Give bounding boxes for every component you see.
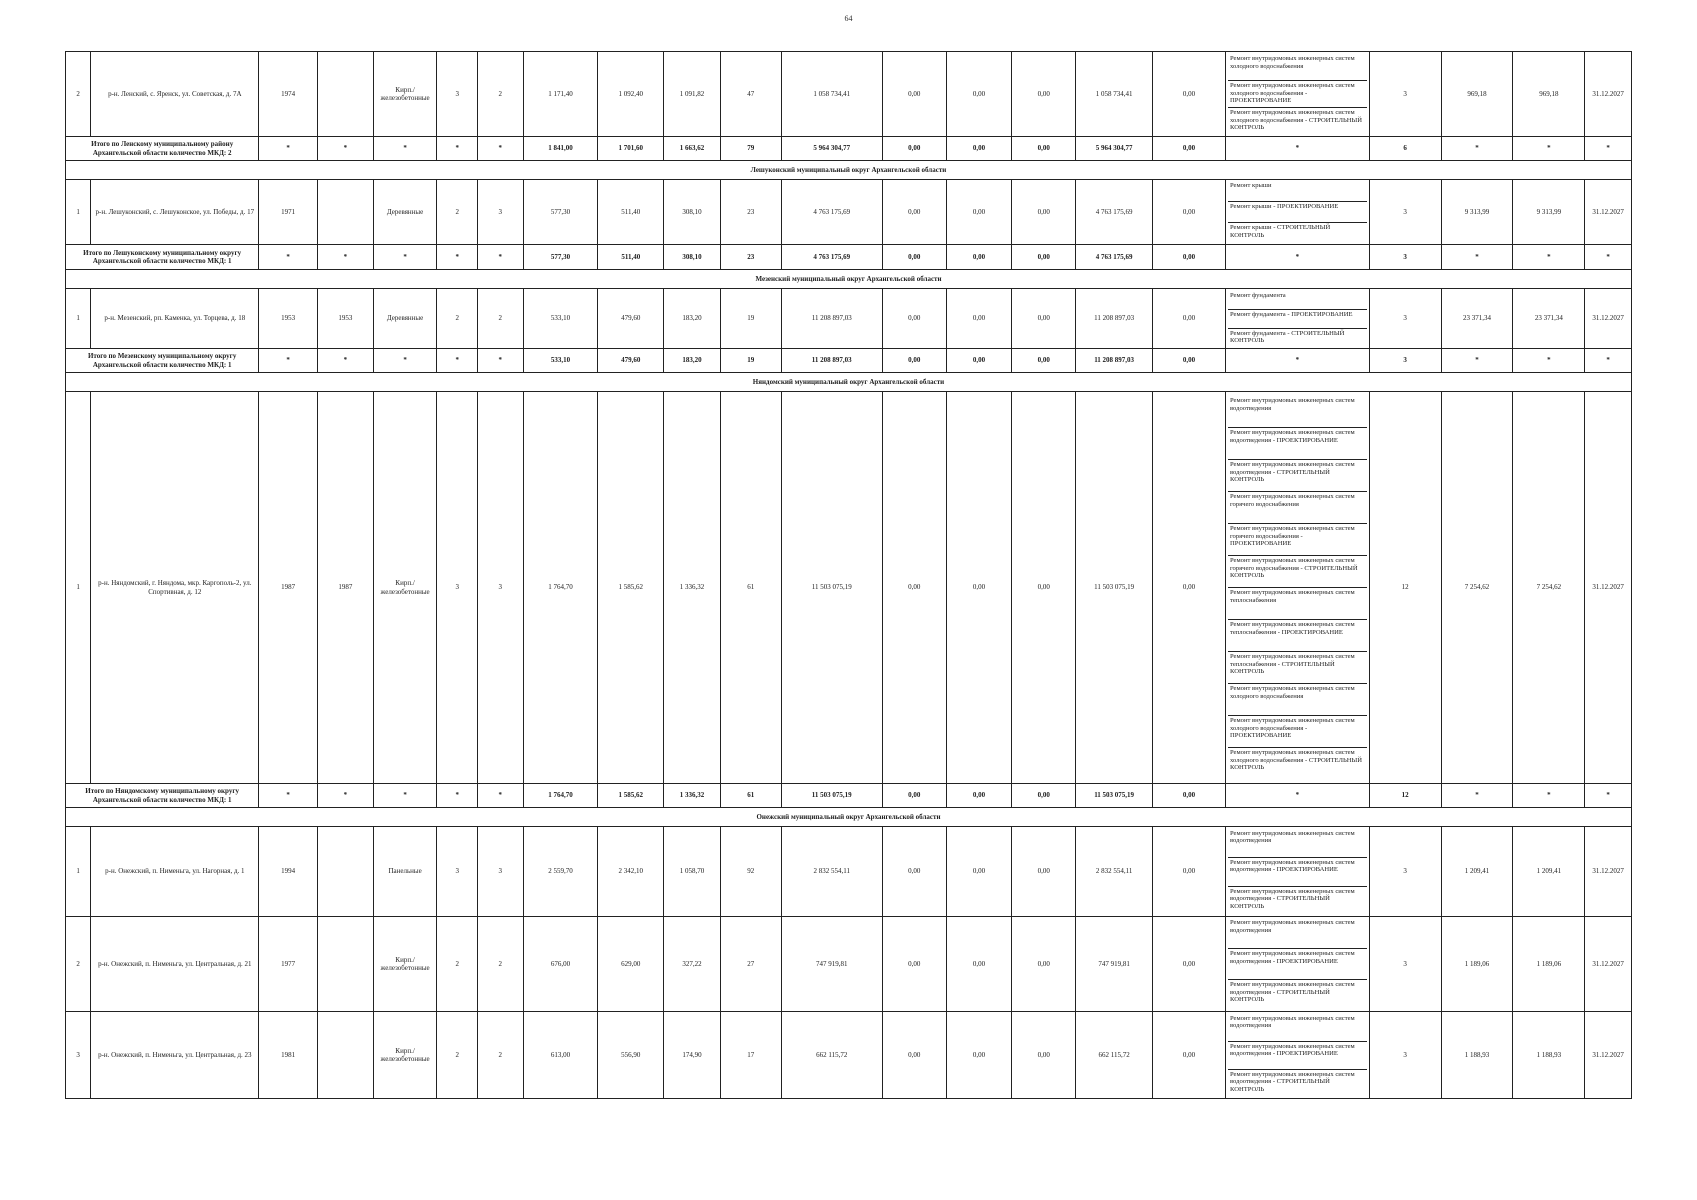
total-area-residential: 1 663,62	[664, 137, 721, 161]
cell-year-built: 1987	[259, 392, 318, 784]
work-item: Ремонт внутридомовых инженерных систем водоотведения - ПРОЕКТИРОВАНИЕ	[1228, 949, 1367, 980]
cell-entrances: 3	[477, 827, 523, 917]
cell-year-commission	[318, 1012, 374, 1099]
total-label: Итого по Мезенскому муниципальному округу Архангельской области количество МКД: 1	[66, 349, 259, 373]
cell-walls: Кирп./ железобетонные	[373, 1012, 437, 1099]
total-placeholder: *	[318, 137, 374, 161]
total-fund-mun: 0,00	[1012, 245, 1076, 270]
cell-fund-mun: 0,00	[1012, 1012, 1076, 1099]
cell-floors: 2	[437, 917, 477, 1012]
total-placeholder: *	[477, 784, 523, 808]
works-list	[1228, 54, 1367, 134]
total-row	[66, 349, 1632, 373]
cell-fund-fed: 0,00	[882, 392, 946, 784]
work-item: Ремонт внутридомовых инженерных систем водоотведения - ПРОЕКТИРОВАНИЕ	[1228, 1042, 1367, 1070]
region-row	[66, 270, 1632, 289]
cell-fund-owners: 1 058 734,41	[1076, 52, 1153, 137]
cell-fund-reg: 0,00	[946, 827, 1012, 917]
cell-area-residential: 183,20	[664, 289, 721, 349]
cell-num: 1	[66, 289, 91, 349]
work-item: Ремонт внутридомовых инженерных систем водоотведения - СТРОИТЕЛЬНЫЙ КОНТРОЛЬ	[1229, 1070, 1355, 1093]
cell-area-premises: 1 092,40	[598, 52, 664, 137]
works-cell	[1225, 1012, 1369, 1099]
cell-residents: 27	[720, 917, 781, 1012]
total-area-premises: 511,40	[598, 245, 664, 270]
cell-other: 0,00	[1153, 289, 1226, 349]
work-item: Ремонт внутридомовых инженерных систем холодного водоснабжения - СТРОИТЕЛЬНЫЙ КОНТРОЛЬ	[1229, 109, 1363, 132]
total-placeholder: *	[373, 784, 437, 808]
cell-limit-sqm: 23 371,34	[1513, 289, 1585, 349]
work-item: Ремонт крыши - СТРОИТЕЛЬНЫЙ КОНТРОЛЬ	[1229, 224, 1331, 239]
work-item: Ремонт внутридомовых инженерных систем холодного водоснабжения	[1228, 54, 1367, 81]
cell-cost-sqm: 969,18	[1441, 52, 1513, 137]
total-placeholder: *	[259, 245, 318, 270]
cell-other: 0,00	[1153, 392, 1226, 784]
works-cell	[1225, 392, 1369, 784]
cell-year-built: 1974	[259, 52, 318, 137]
table-row	[66, 392, 1632, 784]
total-fund-mun: 0,00	[1012, 349, 1076, 373]
total-fund-fed: 0,00	[882, 784, 946, 808]
total-label: Итого по Ленскому муниципальному району Архангельской области количество МКД: 2	[66, 137, 259, 161]
cell-num: 2	[66, 52, 91, 137]
total-cost-sqm: *	[1441, 137, 1513, 161]
cell-entrances: 3	[477, 392, 523, 784]
cell-deadline: 31.12.2027	[1585, 827, 1632, 917]
cell-walls: Кирп./ железобетонные	[373, 917, 437, 1012]
total-other: 0,00	[1153, 784, 1226, 808]
table-row	[66, 52, 1632, 137]
cell-year-built: 1994	[259, 827, 318, 917]
cell-year-commission	[318, 917, 374, 1012]
total-row	[66, 245, 1632, 270]
cell-deadline: 31.12.2027	[1585, 1012, 1632, 1099]
total-fund-reg: 0,00	[946, 349, 1012, 373]
total-area-residential: 1 336,32	[664, 784, 721, 808]
total-other: 0,00	[1153, 349, 1226, 373]
total-area-residential: 308,10	[664, 245, 721, 270]
total-placeholder: *	[437, 784, 477, 808]
cell-walls: Кирп./ железобетонные	[373, 392, 437, 784]
works-cell	[1225, 180, 1369, 245]
cell-entrances: 2	[477, 1012, 523, 1099]
cell-num: 1	[66, 180, 91, 245]
cell-residents: 47	[720, 52, 781, 137]
cell-works-count: 3	[1369, 827, 1441, 917]
cell-fund-owners: 11 503 075,19	[1076, 392, 1153, 784]
cell-area-residential: 1 091,82	[664, 52, 721, 137]
cell-cost-total: 2 832 554,11	[781, 827, 882, 917]
cell-fund-owners: 2 832 554,11	[1076, 827, 1153, 917]
total-limit-sqm: *	[1513, 245, 1585, 270]
total-placeholder: *	[477, 349, 523, 373]
cell-deadline: 31.12.2027	[1585, 180, 1632, 245]
cell-entrances: 2	[477, 289, 523, 349]
cell-walls: Панельные	[373, 827, 437, 917]
total-fund-owners: 11 208 897,03	[1076, 349, 1153, 373]
total-placeholder: *	[477, 137, 523, 161]
cell-floors: 3	[437, 52, 477, 137]
work-item: Ремонт внутридомовых инженерных систем горячего водоснабжения - ПРОЕКТИРОВАНИЕ	[1228, 524, 1367, 556]
total-works: *	[1225, 245, 1369, 270]
total-works-count: 6	[1369, 137, 1441, 161]
total-cost-total: 5 964 304,77	[781, 137, 882, 161]
cell-area-total: 577,30	[523, 180, 598, 245]
cell-cost-sqm: 1 188,93	[1441, 1012, 1513, 1099]
cell-works-count: 3	[1369, 180, 1441, 245]
work-item: Ремонт крыши	[1228, 181, 1367, 202]
cell-area-premises: 556,90	[598, 1012, 664, 1099]
cell-year-commission	[318, 52, 374, 137]
total-works: *	[1225, 349, 1369, 373]
cell-fund-mun: 0,00	[1012, 180, 1076, 245]
total-fund-owners: 11 503 075,19	[1076, 784, 1153, 808]
cell-area-premises: 2 342,10	[598, 827, 664, 917]
work-item: Ремонт внутридомовых инженерных систем холодного водоснабжения	[1228, 684, 1367, 716]
cell-num: 1	[66, 392, 91, 784]
total-placeholder: *	[437, 349, 477, 373]
cell-area-premises: 479,60	[598, 289, 664, 349]
cell-address: р-н. Няндомский, г. Няндома, мкр. Каргополь-2, ул. Спортивная, д. 12	[91, 392, 259, 784]
cell-limit-sqm: 1 209,41	[1513, 827, 1585, 917]
cell-area-premises: 629,00	[598, 917, 664, 1012]
cell-fund-owners: 662 115,72	[1076, 1012, 1153, 1099]
total-limit-sqm: *	[1513, 349, 1585, 373]
work-item: Ремонт фундамента - ПРОЕКТИРОВАНИЕ	[1228, 310, 1367, 329]
total-area-premises: 1 701,60	[598, 137, 664, 161]
total-placeholder: *	[373, 245, 437, 270]
region-title: Няндомский муниципальный округ Архангельской области	[66, 373, 1632, 392]
total-placeholder: *	[373, 349, 437, 373]
cell-cost-sqm: 9 313,99	[1441, 180, 1513, 245]
works-cell	[1225, 52, 1369, 137]
works-list	[1228, 1014, 1367, 1097]
cell-fund-reg: 0,00	[946, 52, 1012, 137]
total-placeholder: *	[259, 784, 318, 808]
work-item: Ремонт внутридомовых инженерных систем горячего водоснабжения	[1228, 492, 1367, 524]
cell-area-residential: 308,10	[664, 180, 721, 245]
cell-floors: 2	[437, 1012, 477, 1099]
cell-fund-reg: 0,00	[946, 180, 1012, 245]
cell-fund-mun: 0,00	[1012, 827, 1076, 917]
work-item: Ремонт внутридомовых инженерных систем холодного водоснабжения - ПРОЕКТИРОВАНИЕ	[1228, 81, 1367, 108]
total-placeholder: *	[259, 137, 318, 161]
cell-fund-owners: 747 919,81	[1076, 917, 1153, 1012]
page-number: 64	[844, 14, 853, 23]
work-item: Ремонт внутридомовых инженерных систем теплоснабжения - СТРОИТЕЛЬНЫЙ КОНТРОЛЬ	[1228, 652, 1367, 684]
cell-cost-sqm: 1 209,41	[1441, 827, 1513, 917]
cell-year-commission: 1987	[318, 392, 374, 784]
total-works: *	[1225, 137, 1369, 161]
total-placeholder: *	[437, 137, 477, 161]
cell-works-count: 3	[1369, 917, 1441, 1012]
region-row	[66, 161, 1632, 180]
work-item: Ремонт фундамента	[1228, 291, 1367, 310]
cell-fund-fed: 0,00	[882, 52, 946, 137]
total-fund-mun: 0,00	[1012, 784, 1076, 808]
cell-cost-sqm: 7 254,62	[1441, 392, 1513, 784]
table-row	[66, 827, 1632, 917]
total-fund-mun: 0,00	[1012, 137, 1076, 161]
cell-floors: 3	[437, 392, 477, 784]
cell-year-built: 1953	[259, 289, 318, 349]
cell-year-commission: 1953	[318, 289, 374, 349]
cell-area-premises: 511,40	[598, 180, 664, 245]
total-fund-fed: 0,00	[882, 245, 946, 270]
cell-residents: 17	[720, 1012, 781, 1099]
cell-address: р-н. Онежский, п. Нименьга, ул. Центральная, д. 21	[91, 917, 259, 1012]
cell-area-total: 613,00	[523, 1012, 598, 1099]
total-area-total: 533,10	[523, 349, 598, 373]
cell-residents: 23	[720, 180, 781, 245]
total-deadline: *	[1585, 245, 1632, 270]
total-area-residential: 183,20	[664, 349, 721, 373]
total-cost-total: 4 763 175,69	[781, 245, 882, 270]
total-row	[66, 784, 1632, 808]
works-list	[1228, 181, 1367, 243]
cell-residents: 92	[720, 827, 781, 917]
total-area-total: 577,30	[523, 245, 598, 270]
cell-residents: 61	[720, 392, 781, 784]
work-item: Ремонт внутридомовых инженерных систем водоотведения	[1228, 829, 1367, 858]
cell-entrances: 2	[477, 52, 523, 137]
cell-deadline: 31.12.2027	[1585, 52, 1632, 137]
cell-cost-sqm: 23 371,34	[1441, 289, 1513, 349]
total-fund-owners: 4 763 175,69	[1076, 245, 1153, 270]
work-item: Ремонт внутридомовых инженерных систем водоотведения - ПРОЕКТИРОВАНИЕ	[1228, 858, 1367, 887]
works-list	[1228, 829, 1367, 915]
total-other: 0,00	[1153, 245, 1226, 270]
cell-num: 2	[66, 917, 91, 1012]
cell-fund-owners: 11 208 897,03	[1076, 289, 1153, 349]
works-list	[1228, 396, 1367, 779]
cell-year-built: 1971	[259, 180, 318, 245]
total-deadline: *	[1585, 137, 1632, 161]
total-cost-total: 11 503 075,19	[781, 784, 882, 808]
works-cell	[1225, 289, 1369, 349]
cell-cost-total: 11 503 075,19	[781, 392, 882, 784]
table-body	[66, 52, 1632, 1099]
total-placeholder: *	[318, 784, 374, 808]
cell-area-total: 1 764,70	[523, 392, 598, 784]
cell-entrances: 2	[477, 917, 523, 1012]
cell-other: 0,00	[1153, 1012, 1226, 1099]
total-fund-fed: 0,00	[882, 349, 946, 373]
housing-repair-table	[65, 51, 1632, 1099]
cell-fund-reg: 0,00	[946, 289, 1012, 349]
total-placeholder: *	[477, 245, 523, 270]
cell-limit-sqm: 7 254,62	[1513, 392, 1585, 784]
cell-cost-sqm: 1 189,06	[1441, 917, 1513, 1012]
cell-works-count: 3	[1369, 289, 1441, 349]
cell-walls: Кирп./ железобетонные	[373, 52, 437, 137]
region-title: Лешуконский муниципальный округ Архангельской области	[66, 161, 1632, 180]
work-item: Ремонт внутридомовых инженерных систем горячего водоснабжения - СТРОИТЕЛЬНЫЙ КОНТРОЛЬ	[1228, 556, 1367, 588]
cell-deadline: 31.12.2027	[1585, 392, 1632, 784]
cell-works-count: 3	[1369, 52, 1441, 137]
work-item: Ремонт фундамента - СТРОИТЕЛЬНЫЙ КОНТРОЛЬ	[1229, 329, 1345, 345]
cell-address: р-н. Мезенский, рп. Каменка, ул. Торцева, д. 18	[91, 289, 259, 349]
total-residents: 79	[720, 137, 781, 161]
table-row	[66, 1012, 1632, 1099]
total-fund-reg: 0,00	[946, 784, 1012, 808]
total-deadline: *	[1585, 349, 1632, 373]
total-placeholder: *	[373, 137, 437, 161]
table-row	[66, 917, 1632, 1012]
cell-works-count: 3	[1369, 1012, 1441, 1099]
cell-fund-fed: 0,00	[882, 917, 946, 1012]
total-placeholder: *	[437, 245, 477, 270]
cell-deadline: 31.12.2027	[1585, 289, 1632, 349]
cell-limit-sqm: 9 313,99	[1513, 180, 1585, 245]
total-row	[66, 137, 1632, 161]
total-limit-sqm: *	[1513, 137, 1585, 161]
cell-other: 0,00	[1153, 827, 1226, 917]
cell-fund-mun: 0,00	[1012, 917, 1076, 1012]
cell-fund-reg: 0,00	[946, 392, 1012, 784]
total-works-count: 12	[1369, 784, 1441, 808]
cell-address: р-н. Онежский, п. Нименьга, ул. Центральная, д. 23	[91, 1012, 259, 1099]
total-works: *	[1225, 784, 1369, 808]
cell-walls: Деревянные	[373, 289, 437, 349]
work-item: Ремонт внутридомовых инженерных систем водоотведения - ПРОЕКТИРОВАНИЕ	[1228, 428, 1367, 460]
cell-cost-total: 662 115,72	[781, 1012, 882, 1099]
cell-area-residential: 327,22	[664, 917, 721, 1012]
total-fund-fed: 0,00	[882, 137, 946, 161]
work-item: Ремонт внутридомовых инженерных систем холодного водоснабжения - ПРОЕКТИРОВАНИЕ	[1228, 716, 1367, 748]
total-cost-sqm: *	[1441, 245, 1513, 270]
total-area-premises: 479,60	[598, 349, 664, 373]
cell-other: 0,00	[1153, 52, 1226, 137]
cell-num: 1	[66, 827, 91, 917]
total-label: Итого по Лешуконскому муниципальному округу Архангельской области количество МКД: 1	[66, 245, 259, 270]
total-cost-sqm: *	[1441, 784, 1513, 808]
cell-area-total: 2 559,70	[523, 827, 598, 917]
work-item: Ремонт внутридомовых инженерных систем водоотведения - СТРОИТЕЛЬНЫЙ КОНТРОЛЬ	[1229, 887, 1355, 910]
work-item: Ремонт внутридомовых инженерных систем водоотведения - СТРОИТЕЛЬНЫЙ КОНТРОЛЬ	[1228, 460, 1367, 492]
cell-year-built: 1981	[259, 1012, 318, 1099]
cell-fund-mun: 0,00	[1012, 392, 1076, 784]
cell-fund-owners: 4 763 175,69	[1076, 180, 1153, 245]
region-title: Онежский муниципальный округ Архангельской области	[66, 808, 1632, 827]
cell-fund-mun: 0,00	[1012, 289, 1076, 349]
cell-area-premises: 1 585,62	[598, 392, 664, 784]
cell-area-total: 533,10	[523, 289, 598, 349]
cell-address: р-н. Ленский, с. Яренск, ул. Советская, д. 7А	[91, 52, 259, 137]
region-row	[66, 808, 1632, 827]
cell-area-total: 1 171,40	[523, 52, 598, 137]
total-label: Итого по Няндомскому муниципальному округу Архангельской области количество МКД: 1	[66, 784, 259, 808]
cell-fund-mun: 0,00	[1012, 52, 1076, 137]
cell-year-built: 1977	[259, 917, 318, 1012]
cell-fund-fed: 0,00	[882, 289, 946, 349]
total-cost-total: 11 208 897,03	[781, 349, 882, 373]
total-other: 0,00	[1153, 137, 1226, 161]
work-item: Ремонт внутридомовых инженерных систем водоотведения	[1228, 918, 1367, 949]
cell-residents: 19	[720, 289, 781, 349]
cell-year-commission	[318, 180, 374, 245]
work-item: Ремонт внутридомовых инженерных систем водоотведения - СТРОИТЕЛЬНЫЙ КОНТРОЛЬ	[1229, 981, 1355, 1004]
cell-area-residential: 174,90	[664, 1012, 721, 1099]
cell-num: 3	[66, 1012, 91, 1099]
total-placeholder: *	[318, 349, 374, 373]
cell-cost-total: 4 763 175,69	[781, 180, 882, 245]
cell-other: 0,00	[1153, 917, 1226, 1012]
cell-cost-total: 747 919,81	[781, 917, 882, 1012]
works-list	[1228, 291, 1367, 347]
total-works-count: 3	[1369, 245, 1441, 270]
region-title: Мезенский муниципальный округ Архангельской области	[66, 270, 1632, 289]
cell-works-count: 12	[1369, 392, 1441, 784]
cell-fund-fed: 0,00	[882, 827, 946, 917]
cell-limit-sqm: 969,18	[1513, 52, 1585, 137]
total-area-total: 1 841,00	[523, 137, 598, 161]
cell-fund-reg: 0,00	[946, 1012, 1012, 1099]
total-residents: 23	[720, 245, 781, 270]
work-item: Ремонт внутридомовых инженерных систем холодного водоснабжения - СТРОИТЕЛЬНЫЙ КОНТРОЛЬ	[1229, 749, 1363, 772]
cell-other: 0,00	[1153, 180, 1226, 245]
work-item: Ремонт внутридомовых инженерных систем водоотведения	[1228, 396, 1367, 428]
cell-limit-sqm: 1 189,06	[1513, 917, 1585, 1012]
works-cell	[1225, 827, 1369, 917]
region-row	[66, 373, 1632, 392]
cell-floors: 3	[437, 827, 477, 917]
total-residents: 19	[720, 349, 781, 373]
cell-area-residential: 1 336,32	[664, 392, 721, 784]
cell-floors: 2	[437, 289, 477, 349]
total-fund-owners: 5 964 304,77	[1076, 137, 1153, 161]
cell-cost-total: 1 058 734,41	[781, 52, 882, 137]
table-row	[66, 180, 1632, 245]
total-residents: 61	[720, 784, 781, 808]
work-item: Ремонт внутридомовых инженерных систем теплоснабжения - ПРОЕКТИРОВАНИЕ	[1228, 620, 1367, 652]
cell-area-total: 676,00	[523, 917, 598, 1012]
cell-year-commission	[318, 827, 374, 917]
cell-area-residential: 1 058,70	[664, 827, 721, 917]
cell-cost-total: 11 208 897,03	[781, 289, 882, 349]
work-item: Ремонт внутридомовых инженерных систем водоотведения	[1228, 1014, 1367, 1042]
cell-address: р-н. Онежский, п. Нименьга, ул. Нагорная, д. 1	[91, 827, 259, 917]
work-item: Ремонт внутридомовых инженерных систем теплоснабжения	[1228, 588, 1367, 620]
total-fund-reg: 0,00	[946, 245, 1012, 270]
cell-fund-fed: 0,00	[882, 1012, 946, 1099]
cell-fund-reg: 0,00	[946, 917, 1012, 1012]
work-item: Ремонт крыши - ПРОЕКТИРОВАНИЕ	[1228, 202, 1367, 223]
total-area-premises: 1 585,62	[598, 784, 664, 808]
cell-floors: 2	[437, 180, 477, 245]
works-cell	[1225, 917, 1369, 1012]
total-placeholder: *	[318, 245, 374, 270]
cell-limit-sqm: 1 188,93	[1513, 1012, 1585, 1099]
table-row	[66, 289, 1632, 349]
cell-walls: Деревянные	[373, 180, 437, 245]
total-placeholder: *	[259, 349, 318, 373]
total-limit-sqm: *	[1513, 784, 1585, 808]
cell-entrances: 3	[477, 180, 523, 245]
total-area-total: 1 764,70	[523, 784, 598, 808]
total-deadline: *	[1585, 784, 1632, 808]
cell-fund-fed: 0,00	[882, 180, 946, 245]
total-cost-sqm: *	[1441, 349, 1513, 373]
works-list	[1228, 918, 1367, 1010]
cell-address: р-н. Лешуконский, с. Лешуконское, ул. Победы, д. 17	[91, 180, 259, 245]
total-fund-reg: 0,00	[946, 137, 1012, 161]
total-works-count: 3	[1369, 349, 1441, 373]
cell-deadline: 31.12.2027	[1585, 917, 1632, 1012]
